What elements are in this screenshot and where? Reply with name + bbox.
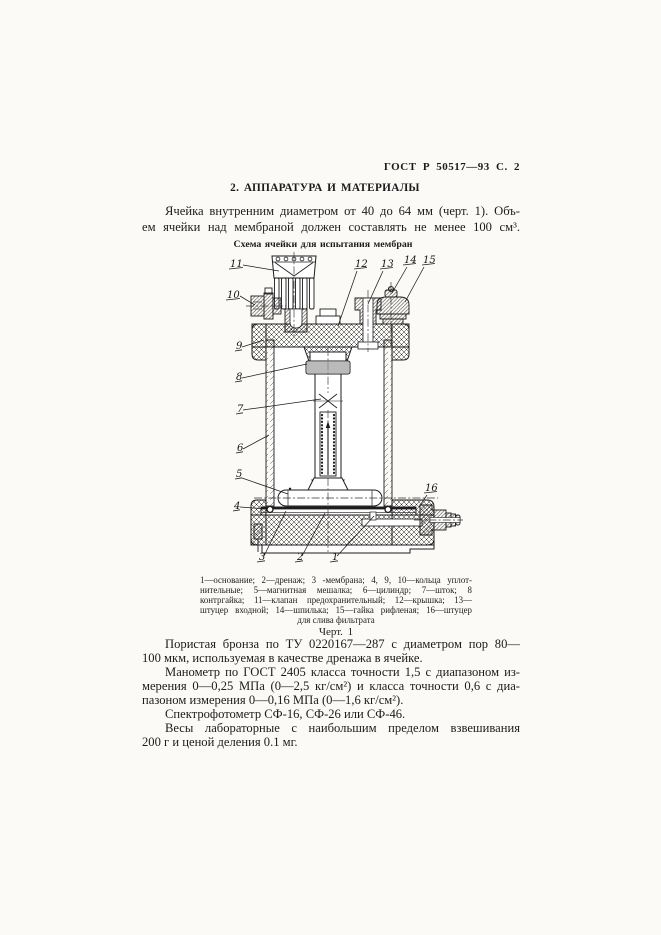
callout-9: 9 bbox=[236, 341, 243, 352]
text-line: мерения 0—0,25 МПа (0—2,5 кг/см²) и класса точности 0,6 с диа- bbox=[142, 679, 520, 693]
legend-line: штуцер входной; 14—шпилька; 15—гайка рифленая; 16—штуцер bbox=[200, 605, 472, 615]
text-line: Пористая бронза по ТУ 0220167—287 с диаметром пор 80— bbox=[165, 637, 520, 651]
callout-4: 4 bbox=[234, 501, 241, 512]
o-ring-right bbox=[385, 507, 391, 513]
figure-label: Черт. 1 bbox=[318, 626, 354, 638]
callout-8: 8 bbox=[236, 372, 243, 383]
callout-5: 5 bbox=[236, 469, 243, 480]
cylinder-wall-left bbox=[266, 340, 274, 506]
stud-and-knurled-nut bbox=[377, 286, 409, 324]
legend-line: 1—основание; 2—дренаж; 3 -мембрана; 4, 9, 10—кольца уплот- bbox=[200, 576, 472, 585]
callout-16: 16 bbox=[425, 483, 438, 494]
text-line: Спектрофотометр СФ-16, СФ-26 или СФ-46. bbox=[165, 707, 406, 721]
page-header: ГОСТ Р 50517—93 С. 2 bbox=[383, 161, 520, 173]
base-bolt bbox=[254, 524, 262, 539]
body-paragraphs bbox=[142, 637, 520, 749]
section-title: 2. АППАРАТУРА И МАТЕРИАЛЫ bbox=[230, 182, 420, 194]
callout-1: 1 bbox=[332, 552, 339, 563]
gland-block bbox=[316, 309, 340, 324]
callout-2: 2 bbox=[297, 552, 304, 563]
callout-12: 12 bbox=[355, 259, 368, 270]
text-line: 200 г и ценой деления 0.1 мг. bbox=[142, 735, 298, 749]
text-line: Ячейка внутренним диаметром от 40 до 64 мм (черт. 1). Объ- bbox=[165, 204, 520, 218]
text-line: Весы лабораторные с наибольшим пределом взвешивания bbox=[165, 721, 520, 735]
text-line: ем ячейки над мембраной должен составлять не менее 100 см³. bbox=[142, 220, 520, 234]
cylinder-wall-right bbox=[384, 340, 392, 506]
figure-legend bbox=[200, 576, 472, 626]
callout-7: 7 bbox=[237, 404, 244, 415]
text-line: пазоном измерения 0—0,16 МПа (0—1,6 кг/см²). bbox=[142, 693, 404, 707]
callout-11: 11 bbox=[230, 259, 243, 270]
text-line: 100 мкм, используемая в качестве дренажа в ячейке. bbox=[142, 651, 423, 665]
membrane-test-cell-diagram bbox=[224, 252, 464, 567]
callout-3: 3 bbox=[259, 552, 266, 563]
text-line: Манометр по ГОСТ 2405 класса точности 1,5 с диапазоном из- bbox=[165, 665, 520, 679]
figure-caption: Схема ячейки для испытания мембран bbox=[233, 239, 413, 250]
legend-line: для слива фильтрата bbox=[297, 615, 375, 625]
callout-13: 13 bbox=[381, 259, 394, 270]
legend-line: контргайка; 11—клапан предохранительный; 12—крышка; 13— bbox=[200, 595, 472, 605]
callout-15: 15 bbox=[423, 255, 436, 266]
o-ring-left bbox=[267, 507, 273, 513]
bottom-plate bbox=[262, 545, 434, 553]
paragraph-cell-description bbox=[142, 203, 520, 235]
callout-10: 10 bbox=[227, 290, 240, 301]
callout-14: 14 bbox=[404, 255, 417, 266]
legend-line: нительные; 5—магнитная мешалка; 6—цилиндр; 7—шток; 8 bbox=[200, 585, 472, 595]
callout-6: 6 bbox=[237, 443, 244, 454]
